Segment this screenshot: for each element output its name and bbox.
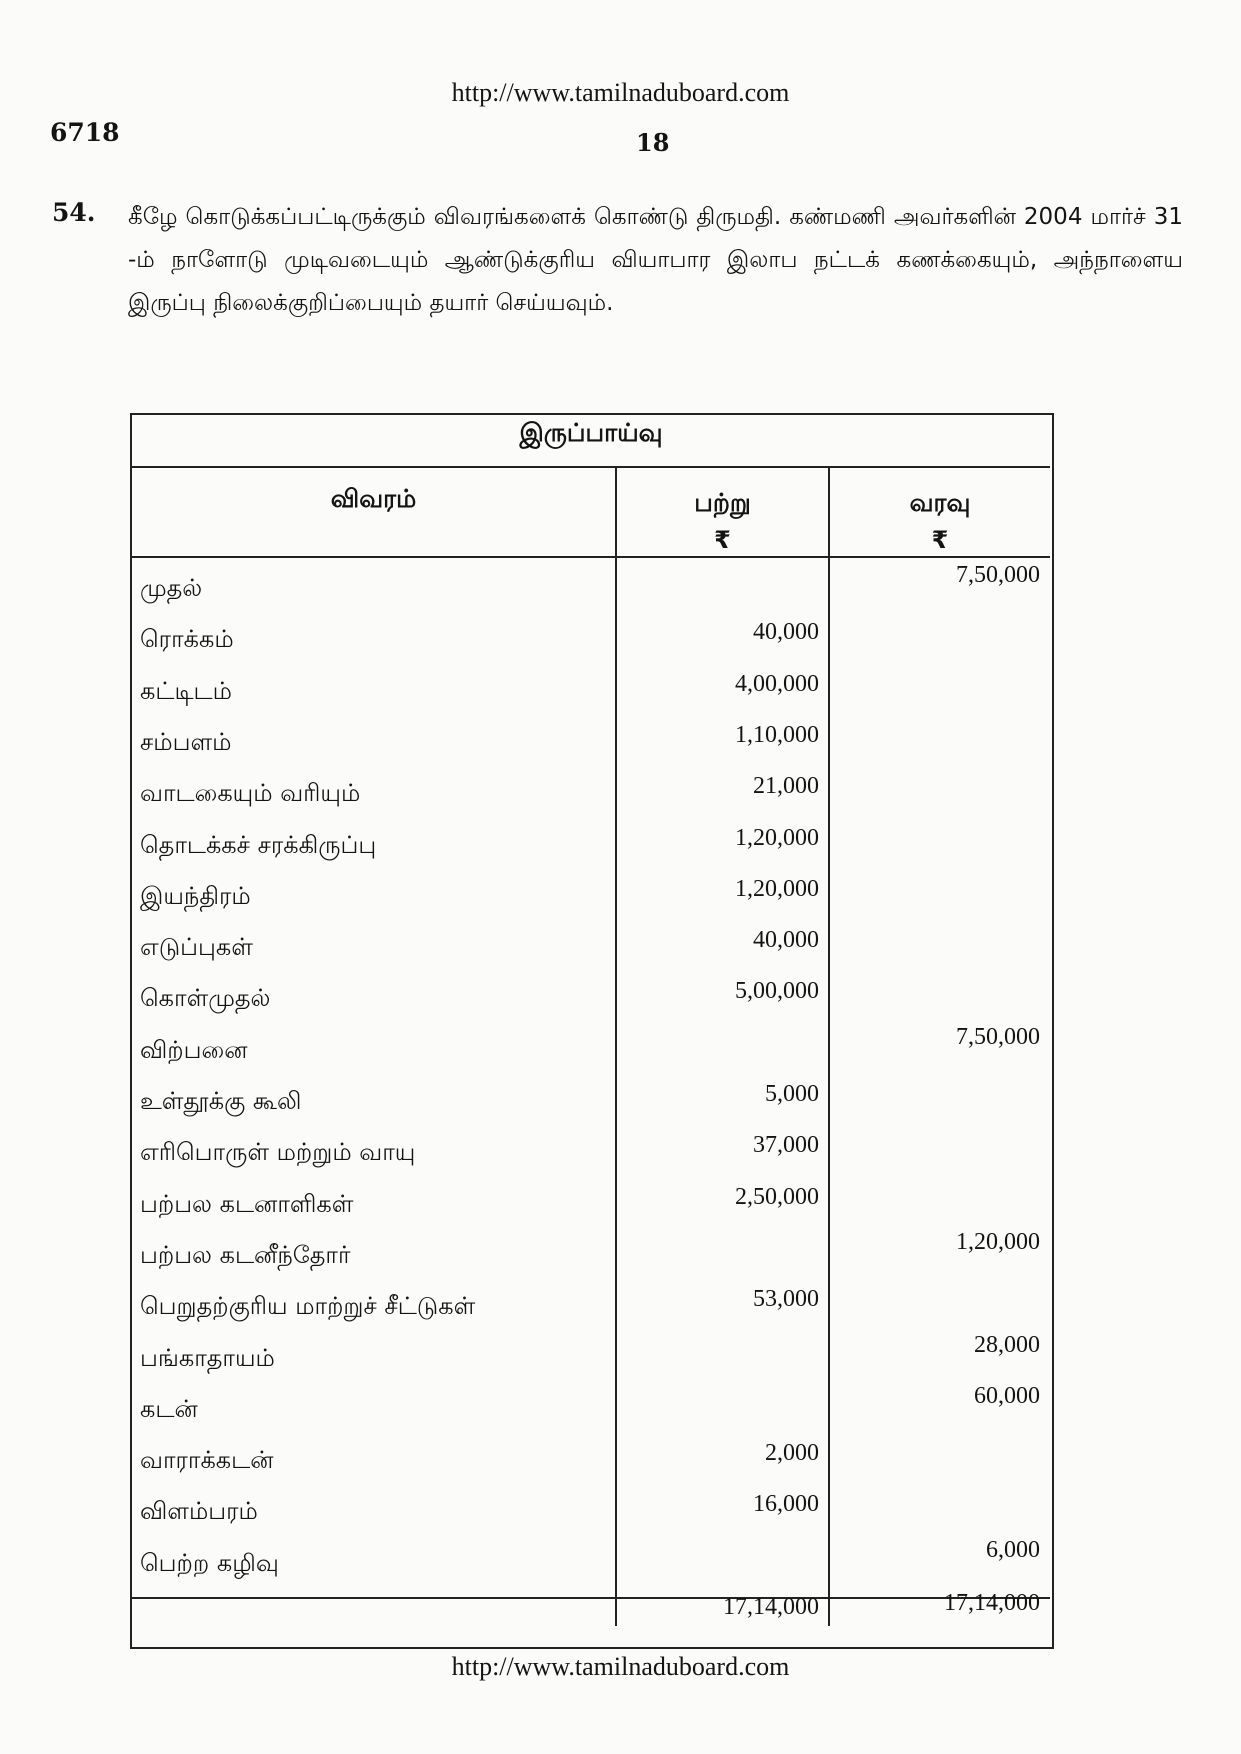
row-label: தொடக்கச் சரக்கிருப்பு [140,830,377,859]
table-title: இருப்பாய்வு [519,418,663,447]
row-credit-amount: 1,20,000 [956,1228,1040,1255]
row-credit-amount: 28,000 [974,1331,1040,1358]
row-label: ரொக்கம் [140,625,234,654]
debit-currency-symbol: ₹ [714,526,731,554]
row-debit-amount: 16,000 [753,1491,819,1518]
row-label: பெறுதற்குரிய மாற்றுச் சீட்டுகள் [140,1292,476,1321]
credit-currency-symbol: ₹ [931,526,949,554]
row-label: இயந்திரம் [140,881,251,910]
row-label: பற்பல கடனீந்தோர் [140,1240,351,1269]
row-debit-amount: 5,000 [765,1081,819,1107]
title-divider [132,466,1050,468]
row-label: வாடகையும் வரியும் [140,779,361,808]
header-url-top[interactable]: http://www.tamilnaduboard.com [451,78,790,107]
column-header-particulars: விவரம் [330,484,417,513]
row-label: கொள்முதல் [140,984,271,1013]
row-debit-amount: 53,000 [753,1286,819,1313]
row-debit-amount: 1,20,000 [735,875,819,902]
row-label: முதல் [140,574,203,602]
column-header-debit: பற்று [694,488,751,517]
row-label: விளம்பரம் [140,1497,258,1526]
row-credit-amount: 6,000 [986,1536,1040,1563]
column-header-credit: வரவு [909,488,971,517]
row-credit-amount: 60,000 [974,1382,1040,1409]
row-label: எடுப்புகள் [140,933,253,962]
row-label: விற்பனை [140,1035,248,1064]
row-label: வாராக்கடன் [140,1446,274,1475]
row-debit-amount: 5,00,000 [735,978,819,1005]
row-debit-amount: 40,000 [753,619,819,646]
row-debit-amount: 1,10,000 [735,721,819,748]
row-debit-amount: 2,000 [765,1440,819,1467]
row-label: கட்டிடம் [140,676,232,705]
row-debit-amount: 37,000 [753,1132,819,1159]
row-credit-amount: 7,50,000 [956,1023,1040,1050]
row-debit-amount: 1,20,000 [735,824,819,851]
row-label: உள்தூக்கு கூலி [140,1087,302,1115]
total-debit: 17,14,000 [723,1594,819,1620]
row-label: பங்காதாயம் [140,1343,275,1372]
total-credit: 17,14,000 [944,1590,1040,1616]
paper-code: 6718 [50,118,120,147]
row-label: பெற்ற கழிவு [140,1548,279,1577]
row-label: பற்பல கடனாளிகள் [140,1189,354,1218]
header-divider [132,556,1050,558]
row-label: சம்பளம் [140,727,232,756]
row-debit-amount: 21,000 [753,773,819,800]
row-credit-amount: 7,50,000 [956,562,1040,588]
row-debit-amount: 40,000 [753,927,819,954]
row-label: கடன் [140,1394,198,1423]
question-number: 54. [52,198,96,227]
row-debit-amount: 4,00,000 [735,670,819,697]
row-label: எரிபொருள் மற்றும் வாயு [140,1138,416,1167]
page-number: 18 [636,128,670,157]
footer-url-bottom[interactable]: http://www.tamilnaduboard.com [451,1652,790,1681]
question-text: கீழே கொடுக்கப்பட்டிருக்கும் விவரங்களைக் கொண்டு திருமதி. கண்மணி அவர்களின் 2004 மார்ச் 31 -ம் நாளோடு முடிவடையும் ஆண்டுக்குரிய வியாபார இலாப நட்டக் கணக்கையும், அந்நாளைய இருப்பு நிலைக்குறிப்பையும் தயார் செய்யவும். [128,204,1183,316]
row-debit-amount: 2,50,000 [735,1183,819,1210]
